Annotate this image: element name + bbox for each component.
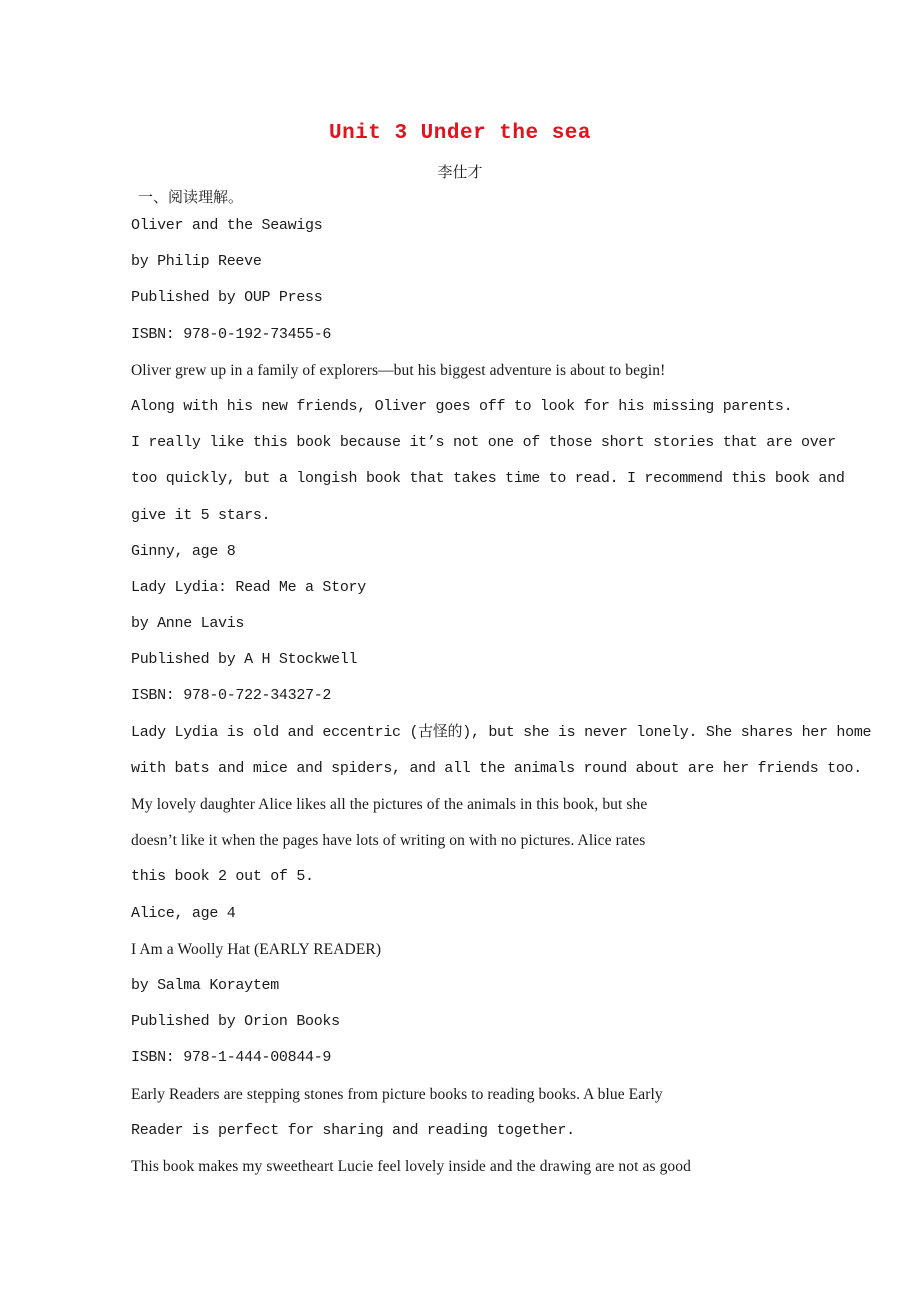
passage-line: this book 2 out of 5. xyxy=(131,868,314,886)
passage-line: with bats and mice and spiders, and all the animals round about are her friends too. xyxy=(131,759,862,777)
passage-line: give it 5 stars. xyxy=(131,506,271,524)
passage-line: Ginny, age 8 xyxy=(131,542,236,560)
passage-line: Alice, age 4 xyxy=(131,904,236,922)
passage-line: ISBN: 978-1-444-00844-9 xyxy=(131,1049,332,1067)
author-name: 李仕才 xyxy=(437,163,483,181)
passage-line: Along with his new friends, Oliver goes off to look for his missing parents. xyxy=(131,397,793,415)
passage-line: Published by A H Stockwell xyxy=(131,651,358,669)
passage-line: Published by Orion Books xyxy=(131,1013,340,1031)
passage-line: ISBN: 978-0-722-34327-2 xyxy=(131,687,332,705)
passage-line: My lovely daughter Alice likes all the pictures of the animals in this book, but she xyxy=(131,796,648,813)
passage-line: Oliver and the Seawigs xyxy=(131,217,323,234)
passage-line: by Salma Koraytem xyxy=(131,976,279,994)
passage-line: I really like this book because it’s not one of those short stories that are over xyxy=(131,434,836,452)
passage-line: This book makes my sweetheart Lucie feel lovely inside and the drawing are not as good xyxy=(131,1157,691,1175)
passage-line: Reader is perfect for sharing and reading together. xyxy=(131,1121,575,1139)
passage-line: Oliver grew up in a family of explorers—but his biggest adventure is about to begin! xyxy=(131,361,666,379)
section-heading: 一、阅读理解。 xyxy=(138,188,244,206)
page-title: Unit 3 Under the sea xyxy=(328,122,592,145)
passage-line: I Am a Woolly Hat (EARLY READER) xyxy=(131,940,382,958)
passage-line: Lady Lydia is old and eccentric (古怪的), but she is never lonely. She shares her home xyxy=(131,723,872,741)
passage-line: doesn’t like it when the pages have lots of writing on with no pictures. Alice rates xyxy=(131,832,646,850)
passage-line: too quickly, but a longish book that takes time to read. I recommend this book and xyxy=(131,470,845,488)
passage-line: by Philip Reeve xyxy=(131,253,262,271)
reading-passage xyxy=(131,214,872,1191)
passage-line: Early Readers are stepping stones from picture books to reading books. A blue Early xyxy=(131,1085,663,1103)
passage-line: Lady Lydia: Read Me a Story xyxy=(131,578,366,596)
passage-line: ISBN: 978-0-192-73455-6 xyxy=(131,325,332,343)
passage-line: by Anne Lavis xyxy=(131,615,245,633)
passage-line: Published by OUP Press xyxy=(131,289,323,307)
